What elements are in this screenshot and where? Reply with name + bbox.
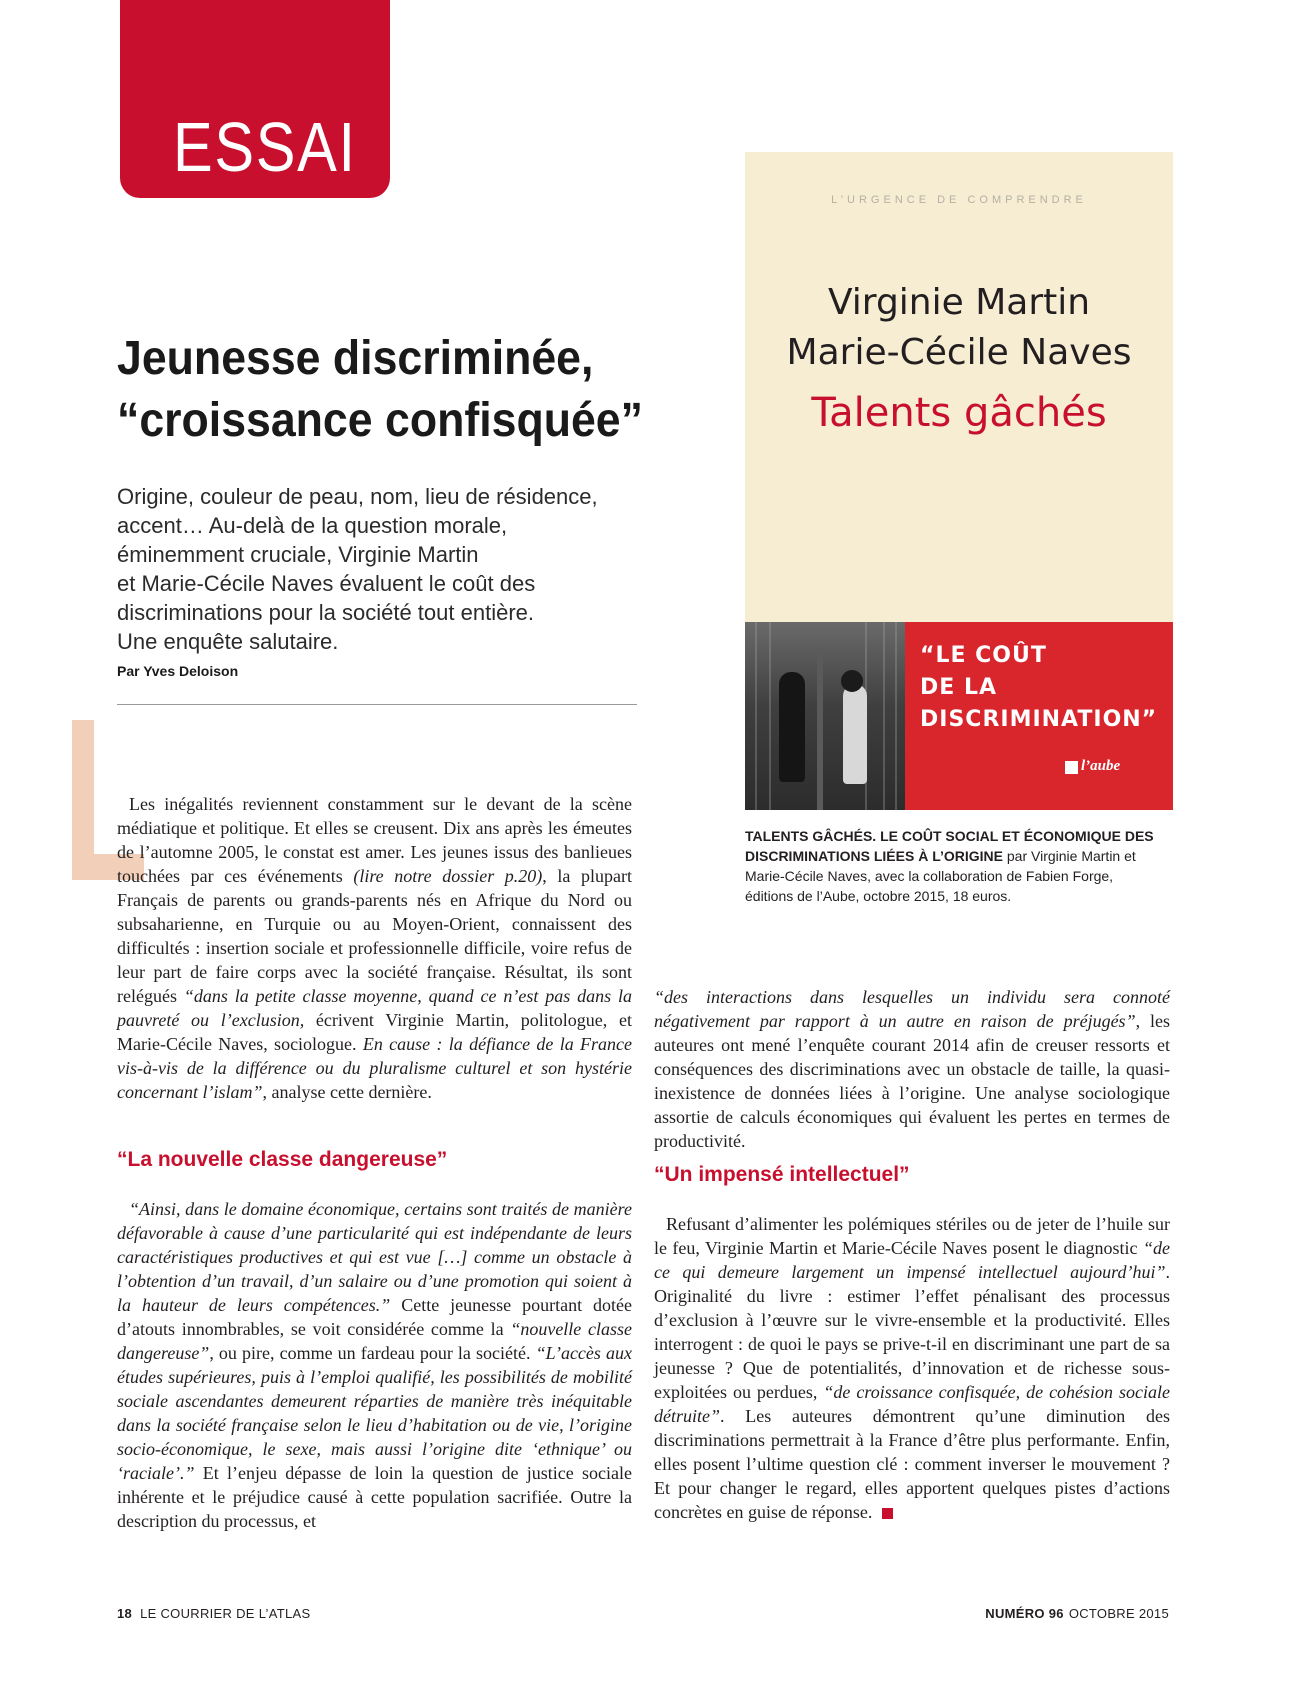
book-cover xyxy=(745,152,1173,810)
cover-quote-panel xyxy=(905,622,1173,810)
cover-quote: “LE COÛT DE LA DISCRIMINATION” xyxy=(920,643,1158,732)
headline-line-1: Jeunesse discriminée, xyxy=(117,332,594,385)
body-column-right-top xyxy=(654,985,1170,1153)
standfirst-line: accent… Au-delà de la question morale, xyxy=(117,513,508,538)
paragraph: “Ainsi, dans le domaine économique, certains sont traités de manière défavorable à cause d’une particularité qui est indépendante de leurs caractéristiques productives et qui est vue […] comme un obstacle à l’obtention d’un travail, d’un salaire ou d’une promotion qui soient à la hauteur de leurs compétences.” Cette jeunesse pourtant dotée d’atouts innombrables, se voit considérée comme la “nouvelle classe dangereuse”, ou pire, comme un fardeau pour la société. “L’accès aux études supérieures, puis à l’emploi qualifié, les possibilités de mobilité sociale ascendantes demeurent réparties de manière très inéquitable dans la société française selon le lieu d’habitation ou de vie, l’origine socio-économique, le sexe, mais aussi l’origine dite ‘ethnique’ ou ‘raciale’.” Et l’enjeu dépasse de loin la question de justice sociale inhérente et le préjudice causé à cette population sacrifiée. Outre la description du processus, et xyxy=(117,1199,633,1531)
end-mark-icon xyxy=(882,1508,893,1519)
paragraph: “des interactions dans lesquelles un individu sera connoté négativement par rapport à un autre en raison de préjugés”, les auteures ont mené l’enquête courant 2014 afin de creuser ressorts et conséquences des discriminations avec un obstacle de taille, la quasi-inexistence de données liées à l’origine. Une analyse sociologique assortie de calculs économiques qui évaluent les pertes en termes de productivité. xyxy=(654,987,1170,1151)
article-headline xyxy=(117,328,694,452)
publisher-logo-icon xyxy=(1065,761,1078,774)
footer-folio xyxy=(117,1606,310,1621)
cover-title: Talents gâchés xyxy=(811,390,1107,436)
subheading: “Un impensé intellectuel” xyxy=(654,1163,910,1186)
body-column-right-bottom xyxy=(654,1212,1170,1524)
divider xyxy=(117,704,637,705)
standfirst-line: éminemment cruciale, Virginie Martin xyxy=(117,542,479,567)
body-column-left-bottom xyxy=(117,1197,632,1533)
body-column-left-top xyxy=(117,792,632,1104)
subheading: “La nouvelle classe dangereuse” xyxy=(117,1148,448,1171)
standfirst-line: Une enquête salutaire. xyxy=(117,629,339,654)
cover-author: Virginie Martin xyxy=(827,282,1091,323)
standfirst-line: Origine, couleur de peau, nom, lieu de résidence, xyxy=(117,484,598,509)
cover-author: Marie-Cécile Naves xyxy=(786,332,1132,373)
standfirst-line: discriminations pour la société tout entière. xyxy=(117,600,534,625)
cover-publisher: l’aube xyxy=(1081,758,1121,774)
issue-date: OCTOBRE 2015 xyxy=(1068,1606,1169,1621)
cover-photo xyxy=(745,622,905,810)
standfirst xyxy=(117,482,637,656)
paragraph: Les inégalités reviennent constamment sur le devant de la scène médiatique et politique. Et elles se creusent. Dix ans après les émeutes de l’automne 2005, le constat est amer. Les jeunes issus des banlieues touchées par ces événements (lire notre dossier p.20), la plupart Français de parents ou grands-parents nés en Afrique du Nord ou subsaharienne, en Turquie ou au Moyen-Orient, connaissent des difficultés : insertion sociale et professionnelle difficile, voire refus de leur part de faire corps avec la société française. Résultat, ils sont relégués “dans la petite classe moyenne, quand ce n’est pas dans la pauvreté ou l’exclusion, écrivent Virginie Martin, politologue, et Marie-Cécile Naves, sociologue. En cause : la défiance de la France vis-à-vis de la différence ou du pluralisme culturel et son hystérie concernant l’islam”, analyse cette dernière. xyxy=(117,794,632,1102)
headline-line-2: “croissance confisquée” xyxy=(117,394,643,447)
issue-number: NUMÉRO 96 xyxy=(985,1606,1064,1621)
byline: Par Yves Deloison xyxy=(117,663,239,679)
section-tab xyxy=(120,0,390,198)
footer-issue xyxy=(985,1606,1169,1621)
book-caption: TALENTS GÂCHÉS. LE COÛT SOCIAL ET ÉCONOMIQUE DES DISCRIMINATIONS LIÉES À L’ORIGINE par Virginie Martin et Marie-Cécile Naves, avec la collaboration de Fabien Forge, éditions de l’Aube, octobre 2015, 18 euros. xyxy=(745,828,1154,904)
cover-series-label: L’URGENCE DE COMPRENDRE xyxy=(831,194,1087,206)
paragraph: Refusant d’alimenter les polémiques stériles ou de jeter de l’huile sur le feu, Virginie Martin et Marie-Cécile Naves posent le diagnostic “de ce qui demeure largement un impensé intellectuel aujourd’hui”. Originalité du livre : estimer l’effet pénalisant des processus d’exclusion à l’œuvre sur le vivre-ensemble et la productivité. Elles interrogent : de quoi le pays se prive-t-il en discriminant une part de sa jeunesse ? Que de potentialités, d’innovation et de richesse sous-exploitées ou perdues, “de croissance confisquée, de cohésion sociale détruite”. Les auteures démontrent qu’une diminution des discriminations permettrait à la France d’être plus performante. Enfin, elles posent l’ultime question clé : comment inverser le mouvement ? Et pour changer le regard, elles apportent quelques pistes d’actions concrètes en guise de réponse. xyxy=(654,1214,1171,1522)
standfirst-line: et Marie-Cécile Naves évaluent le coût des xyxy=(117,571,536,596)
page-number: 18 xyxy=(117,1606,133,1621)
magazine-name: LE COURRIER DE L’ATLAS xyxy=(140,1606,311,1621)
section-label: ESSAI xyxy=(173,108,357,186)
